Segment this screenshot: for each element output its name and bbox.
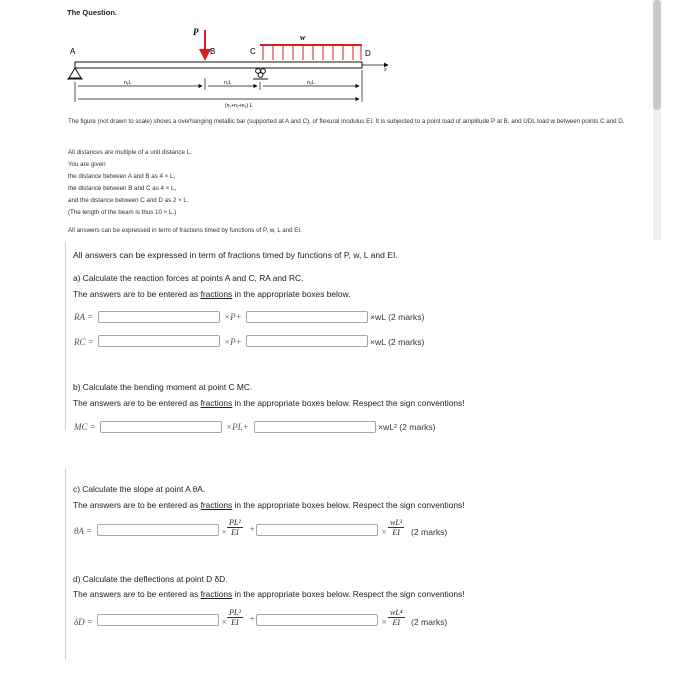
mc-label: MC = [74, 422, 96, 432]
delta-d-frac-pl3-ei: $\frac{\text{PL³}}{EI}$ [229, 608, 241, 627]
label-c: C [250, 47, 256, 56]
label-w: w [300, 33, 306, 42]
theta-a-marks: (2 marks) [411, 527, 448, 537]
label-a: A [70, 47, 76, 56]
udl-arrows [263, 46, 361, 60]
theta-a-times-1: × [221, 527, 228, 537]
theta-a-pl2-input[interactable] [97, 524, 219, 536]
delta-d-plus: + [249, 614, 256, 624]
label-n2l: n₂L [224, 80, 232, 86]
rc-label: RC = [74, 337, 94, 347]
intro-cd: and the distance between C and D as 2 × L. [68, 197, 189, 204]
mc-wl2-input[interactable] [254, 421, 376, 433]
support-c-roller-3 [258, 73, 263, 78]
page-title: The Question. [67, 8, 118, 17]
delta-d-pl3-input[interactable] [97, 614, 219, 626]
mc-times-wl2: ×wL² (2 marks) [378, 422, 436, 432]
label-b: B [210, 47, 216, 56]
beam [75, 62, 362, 68]
rc-p-input[interactable] [98, 335, 220, 347]
delta-d-marks: (2 marks) [411, 617, 448, 627]
label-d: D [365, 49, 371, 58]
dimension-lines [75, 70, 362, 102]
rc-times-wl: ×wL (2 marks) [370, 337, 425, 347]
intro-given: You are given [68, 161, 106, 168]
intro-bc: the distance between B and C as 4 × L, [68, 185, 177, 192]
theta-a-frac-wl3-ei: $\frac{\text{wL³}}{EI}$ [390, 518, 403, 537]
delta-d-wl4-input[interactable] [256, 614, 378, 626]
intro-description: The figure (not drawn to scale) shows a overhanging metallic bar (supported at A and C), of flexural modulus EI. It is subjected to a point load of amplitude P at B, and UDL load w between points C and D. [68, 118, 625, 125]
part-b-heading: b) Calculate the bending moment at point C MC. [73, 382, 253, 392]
scrollbar[interactable] [653, 0, 661, 240]
scroll-thumb[interactable] [653, 0, 661, 110]
theta-a-plus: + [249, 524, 256, 534]
answers-header: All answers can be expressed in term of fractions timed by functions of P, w, L and EI. [73, 250, 398, 260]
rc-wl-input[interactable] [246, 335, 368, 347]
ra-times-wl: ×wL (2 marks) [370, 312, 425, 322]
intro-length: (The length of the beam is thus 10 × L.) [68, 209, 177, 216]
beam-diagram [60, 20, 400, 115]
delta-d-times-1: × [221, 617, 228, 627]
part-b-instructions: The answers are to be entered as fractions in the appropriate boxes below. Respect the sign conventions! [73, 398, 465, 408]
part-d-instructions: The answers are to be entered as fractions in the appropriate boxes below. Respect the sign conventions! [73, 589, 465, 599]
part-d-heading: d) Calculate the deflections at point D δD. [73, 574, 228, 584]
label-n1l: n₁L [124, 80, 132, 86]
ra-label: RA = [74, 312, 94, 322]
ra-p-input[interactable] [98, 311, 220, 323]
theta-a-frac-pl2-ei: $\frac{\text{PL²}}{EI}$ [229, 518, 241, 537]
label-n3l: n₃L [307, 80, 315, 86]
delta-d-frac-wl4-ei: $\frac{\text{wL⁴}}{EI}$ [390, 608, 403, 627]
delta-d-label: δD = [74, 617, 94, 627]
part-c-instructions: The answers are to be entered as fractions in the appropriate boxes below. Respect the sign conventions! [73, 500, 465, 510]
rc-times-p: ×P+ [224, 337, 242, 347]
intro-unit-note: All distances are multiple of a unit distance L. [68, 149, 192, 156]
ra-wl-input[interactable] [246, 311, 368, 323]
intro-ab: the distance between A and B as 4 × L, [68, 173, 176, 180]
delta-d-times-2: × [381, 617, 388, 627]
part-c-heading: c) Calculate the slope at point A θA. [73, 484, 206, 494]
label-x: x [384, 67, 387, 73]
label-p: P [193, 27, 199, 37]
intro-answers-note: All answers can be expressed in term of fractions timed by functions of P, w, L and EI. [68, 227, 302, 234]
label-total: (n₁+n₂+n₃) L [225, 103, 253, 109]
support-a [69, 68, 81, 78]
mc-times-pl: ×PL+ [226, 422, 249, 432]
mc-pl-input[interactable] [100, 421, 222, 433]
answer-panel-cd [65, 469, 656, 659]
theta-a-times-2: × [381, 527, 388, 537]
part-a-instructions: The answers are to be entered as fractions in the appropriate boxes below. [73, 289, 351, 299]
theta-a-label: θA = [74, 526, 93, 536]
theta-a-wl3-input[interactable] [256, 524, 378, 536]
part-a-heading: a) Calculate the reaction forces at points A and C, RA and RC. [73, 273, 304, 283]
udl-bar [260, 44, 362, 46]
ra-times-p: ×P+ [224, 312, 242, 322]
